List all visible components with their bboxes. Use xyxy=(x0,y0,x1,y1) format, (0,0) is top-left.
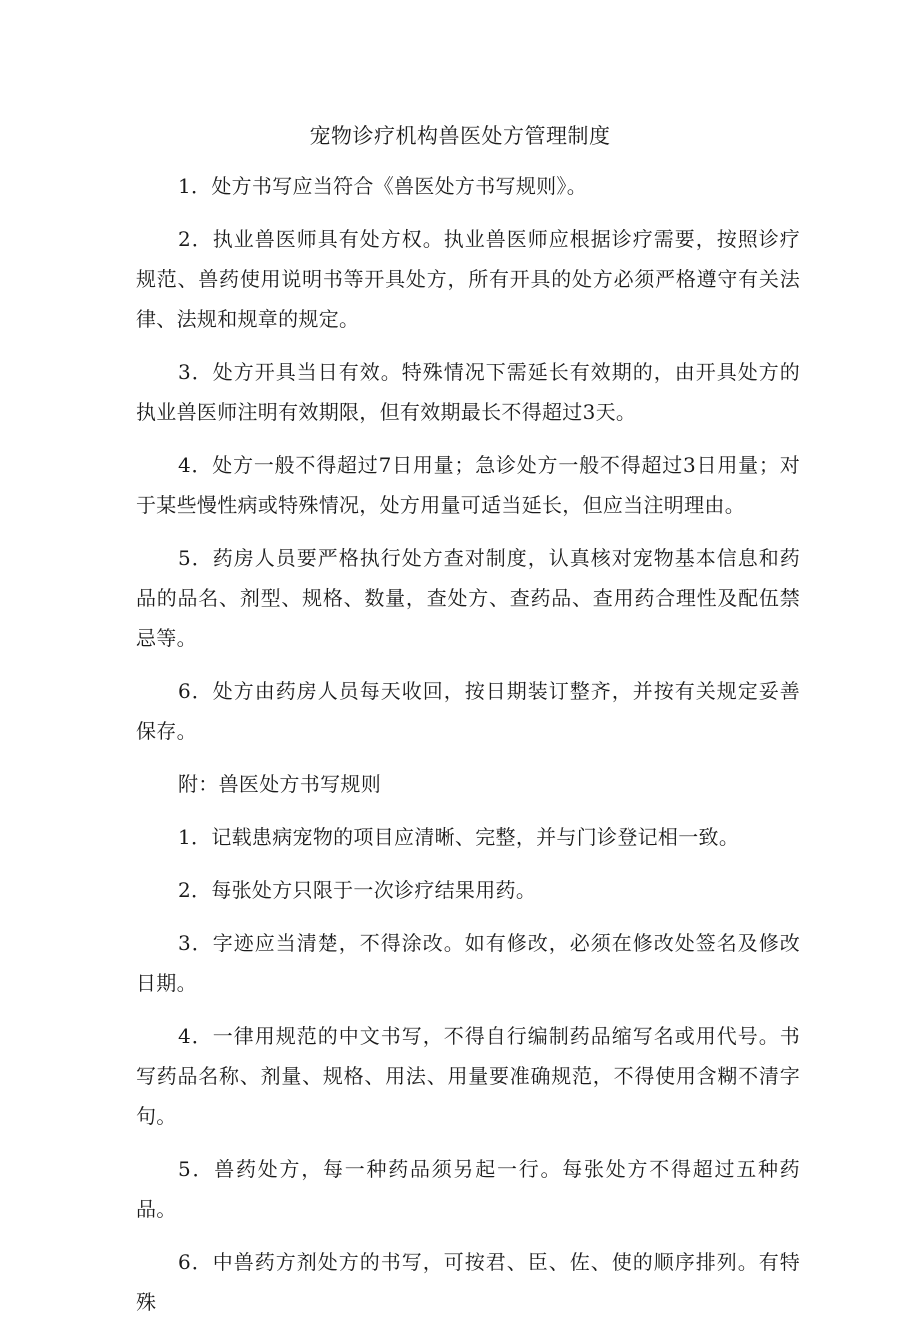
appendix-rule-2: 2．每张处方只限于一次诊疗结果用药。 xyxy=(178,878,537,902)
appendix-rule-5: 5．兽药处方，每一种药品须另起一行。每张处方不得超过五种药品。 xyxy=(136,1157,800,1221)
appendix-rule-6: 6．中兽药方剂处方的书写，可按君、臣、佐、使的顺序排列。有特殊 xyxy=(136,1250,800,1314)
rule-1: 1．处方书写应当符合《兽医处方书写规则》。 xyxy=(178,174,588,198)
rule-3: 3．处方开具当日有效。特殊情况下需延长有效期的，由开具处方的执业兽医师注明有效期限，但有效期最长不得超过3天。 xyxy=(136,360,800,424)
document-body xyxy=(136,166,800,1335)
document-title: 宠物诊疗机构兽医处方管理制度 xyxy=(309,124,611,148)
appendix-rule-1: 1．记载患病宠物的项目应清晰、完整，并与门诊登记相一致。 xyxy=(178,825,740,849)
rule-4: 4．处方一般不得超过7日用量；急诊处方一般不得超过3日用量；对于某些慢性病或特殊情况，处方用量可适当延长，但应当注明理由。 xyxy=(136,453,800,517)
rule-6: 6．处方由药房人员每天收回，按日期装订整齐，并按有关规定妥善保存。 xyxy=(136,679,800,743)
appendix-rule-3: 3．字迹应当清楚，不得涂改。如有修改，必须在修改处签名及修改日期。 xyxy=(136,931,800,995)
rule-2: 2．执业兽医师具有处方权。执业兽医师应根据诊疗需要，按照诊疗规范、兽药使用说明书等开具处方，所有开具的处方必须严格遵守有关法律、法规和规章的规定。 xyxy=(136,227,800,331)
appendix-rule-4: 4．一律用规范的中文书写，不得自行编制药品缩写名或用代号。书写药品名称、剂量、规格、用法、用量要准确规范，不得使用含糊不清字句。 xyxy=(136,1024,800,1128)
appendix-heading: 附：兽医处方书写规则 xyxy=(178,772,381,796)
rule-5: 5．药房人员要严格执行处方查对制度，认真核对宠物基本信息和药品的品名、剂型、规格、数量，查处方、查药品、查用药合理性及配伍禁忌等。 xyxy=(136,546,800,650)
